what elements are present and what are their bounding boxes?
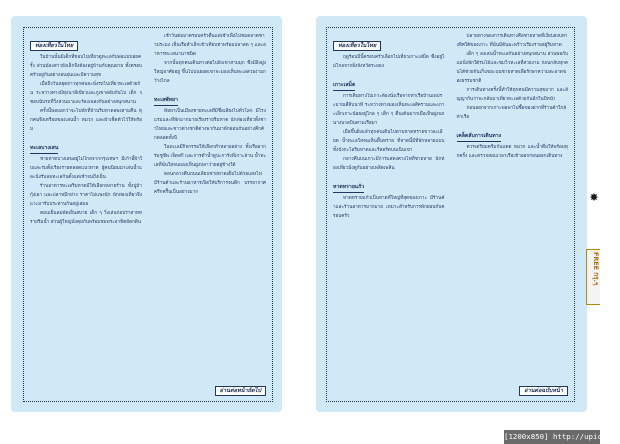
section-heading: ทะเลพัทยา xyxy=(154,96,178,106)
paragraph: ในบ้านนั้นมีเด็กที่ชอบไปเที่ยวดูทะเลกับพ่อแม่บ่อยครั้ง ส่วนน้องสาวยังเล็กจึงต้องอยู่บ้านกับคุณยาย ทั้งครอบครัวอยู่กันอย่างอบอุ่นและมีความสุข xyxy=(30,55,142,78)
paragraph: ฤดูร้อนปีนี้ครอบครัวเลือกไปเที่ยวเกาะเสม็ด ซึ่งอยู่ไม่ไกลจากฝั่งจังหวัดระยอง xyxy=(333,55,445,69)
left-page-column-2 xyxy=(148,28,272,401)
paragraph: หาดทรายแก้วเป็นหาดที่ใหญ่ที่สุดของเกาะ มีร้านค้าและร้านอาหารมากมาย เหมาะสำหรับการพักผ่อนกับครอบครัว xyxy=(333,196,445,219)
right-page-column-1 xyxy=(327,28,451,401)
paragraph: ตอนเย็นลมพัดเย็นสบาย เด็ก ๆ วิ่งเล่นก่อปราสาททรายริมน้ำ ส่วนผู้ใหญ่นั่งคุยกันพร้อมชมพระอาทิตย์ตกดิน xyxy=(30,211,142,225)
continue-reading-tag: อ่านต่อฉบับหน้า xyxy=(519,386,568,396)
paragraph: ในทะเลมีกิจกรรมให้เลือกทำหลายอย่าง ทั้งเรือลากร่มชูชีพ เจ็ตสกี และการดำน้ำดูปะการังที่เกาะล้าน น้ำทะเลที่นั่นใสจนมองเห็นฝูงปลาว่ายอยู่ข้างใต้ xyxy=(154,145,266,168)
paragraph: เมื่อขึ้นฝั่งแล้วทุกคนเดินไปตามหาดทรายขาวละเอียด น้ำทะเลใสจนเห็นพื้นทราย ที่หาดนี้มีที่พักหลายแบบ ทั้งบังกะโลริมหาดและรีสอร์ตบนเนินเขา xyxy=(333,130,445,153)
left-page-column-1 xyxy=(24,28,148,401)
section-heading: เกาะเสม็ด xyxy=(333,81,355,91)
left-page xyxy=(11,16,282,412)
paragraph: เด็ก ๆ ลงเล่นน้ำทะเลกันอย่างสนุกสนาน ส่วนพ่อกับแม่นั่งพักใต้ร่มไม้และชมวิวทะเลที่สวยงาม ก่อนกลับทุกคนได้ช่วยกันเก็บขยะบนชายหาดเพื่อรักษาความสะอาดของธรรมชาติ xyxy=(456,52,568,84)
side-edge xyxy=(586,192,600,312)
image-info-bar: [1200x850] http://upic.me/ xyxy=(504,430,600,444)
section-tag: ท่องเที่ยวในไทย xyxy=(333,41,381,51)
paragraph: กลางคืนบนเกาะมีการแสดงควงไฟที่ชายหาด นักท่องเที่ยวนั่งดูกันอย่างเพลิดเพลิน xyxy=(333,157,445,171)
side-tab xyxy=(586,249,600,305)
continue-reading-tag: อ่านต่อหน้าถัดไป xyxy=(215,386,266,396)
paragraph: ตอนกลางคืนถนนเลียบชายหาดเต็มไปด้วยแสงไฟ มีร้านค้าและร้านอาหารเปิดให้บริการจนดึก บรรยากาศครึกครื้นเป็นอย่างมาก xyxy=(154,172,266,195)
paragraph: เมื่อถึงวันหยุดยาวทุกคนจะนั่งรถไปเที่ยวทะเลด้วยกัน ระหว่างทางมีทุ่งนาสีเขียวและภูเขาสลับกันไป เด็ก ๆ ชอบนับรถที่วิ่งสวนมาและร้องเพลงกันอย่างสนุกสนาน xyxy=(30,82,142,105)
paragraph: การเดินทางครั้งนี้ทำให้ทุกคนมีความสุขมาก และสัญญากันว่าจะกลับมาเที่ยวทะเลด้วยกันอีกในปีหน้า xyxy=(456,88,568,102)
paragraph: ชายหาดบางเสนอยู่ไม่ไกลจากกรุงเทพฯ มีเก้าอี้ผ้าใบและร่มตั้งเรียงรายตลอดแนวหาด ผู้คนนิยมมาเล่นน้ำและนั่งรับลมทะเลกันตั้งแต่เช้าจนถึงเย็น xyxy=(30,157,142,180)
paragraph: เช้าวันต่อมาครอบครัวตื่นแต่เช้าเพื่อไปชมตลาดชาวประมง เห็นเรือลำเล็กเข้าเทียบท่าพร้อมปลาสด ๆ และอาหารทะเลนานาชนิด xyxy=(154,34,266,57)
paragraph: ร้านอาหารทะเลริมหาดมีให้เลือกหลายร้าน ทั้งปูม้า กุ้งเผา และปลาหมึกย่าง ราคาไม่แพงนัก นักท่องเที่ยวจึงแวะมารับประทานกันอยู่เสมอ xyxy=(30,184,142,207)
paragraph: ครั้งนี้พ่อบอกว่าจะไปพักที่บ้านริมหาดสองสามคืน ทุกคนจึงเตรียมของเล่นน้ำ หมวก และผ้าเช็ดตัวไว้ให้พร้อม xyxy=(30,109,142,132)
right-page-frame xyxy=(326,27,575,402)
side-tab-label: FREE กรุ.ๆ xyxy=(592,252,600,286)
left-page-frame xyxy=(23,27,273,402)
section-heading: ทะเลบางเสน xyxy=(30,144,58,154)
paragraph: ควรเตรียมครีมกันแดด หมวก และน้ำดื่มให้พร้อมทุกครั้ง และตรวจสอบเวลาเรือเข้าออกก่อนออกเดินทาง xyxy=(456,145,568,159)
section-heading: หาดทรายแก้ว xyxy=(333,183,364,193)
right-page xyxy=(316,16,587,412)
paragraph: ปลายทางของการเดินทางคือชายหาดที่เงียบสงบทางทิศใต้ของเกาะ ที่นั่นมีต้นมะพร้าวเรียงรายอยู่ริมหาด xyxy=(456,34,568,48)
section-tag: ท่องเที่ยวในไทย xyxy=(30,41,78,51)
section-heading: เคล็ดลับการเดินทาง xyxy=(457,132,502,142)
paragraph: การเดินทางไปเกาะต้องนั่งเรือจากท่าเรือบ้านเพประมาณสี่สิบนาที ระหว่างทางมองเห็นทะเลสีครามและเกาะเล็กเกาะน้อยอยู่ไกล ๆ เด็ก ๆ ตื่นเต้นมากเมื่อเห็นฝูงนกนางนวลบินตามเรือมา xyxy=(333,94,445,126)
paragraph: จากนั้นทุกคนเดินทางต่อไปยังเขาสามมุก ซึ่งมีลิงฝูงใหญ่อาศัยอยู่ ขึ้นไปบนยอดเขาจะมองเห็นทะเลสวยงามกว้างไกล xyxy=(154,61,266,84)
star-icon: ✸ xyxy=(589,191,599,204)
paragraph: พัทยาเป็นเมืองชายทะเลที่มีชื่อเสียงไปทั่วโลก มีโรงแรมและที่พักมากมายเรียงรายริมหาด นักท่องเที่ยวทั้งชาวไทยและชาวต่างชาติต่างพากันมาพักผ่อนกันอย่างคึกคักตลอดทั้งปี xyxy=(154,109,266,141)
paragraph: ก่อนออกจากเกาะพ่อพาไปซื้อของฝากที่ร้านค้าใกล้ท่าเรือ xyxy=(456,106,567,120)
right-page-column-2 xyxy=(451,28,575,401)
